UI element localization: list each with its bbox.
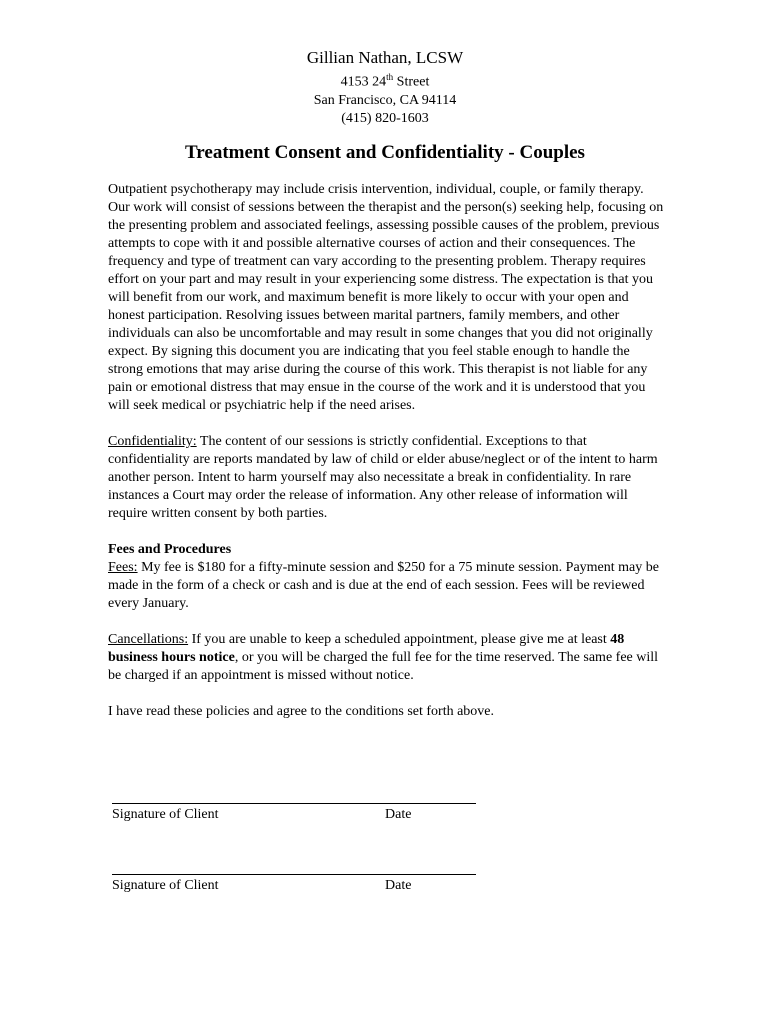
city-line: San Francisco, CA 94114 xyxy=(313,92,457,108)
phone-number: (415) 820-1603 xyxy=(341,110,429,126)
street-number: 4153 24 xyxy=(340,74,387,90)
signature-line[interactable] xyxy=(112,803,476,804)
cancellations-paragraph xyxy=(108,631,668,685)
cancellations-text-before: If you are unable to keep a scheduled appointment, please give me at least xyxy=(188,632,611,647)
confidentiality-label: Confidentiality: xyxy=(108,434,197,449)
street-address xyxy=(0,68,770,92)
signature-line[interactable] xyxy=(112,874,476,875)
cancellations-text-after: , or you will be charged the full fee for the time reserved. The same fee will be charged if an appointment is missed without notice. xyxy=(108,650,659,683)
signature-label: Signature of Client xyxy=(112,878,219,893)
fees-label: Fees: xyxy=(108,560,138,575)
street-name: Street xyxy=(393,74,430,90)
street-suffix: th xyxy=(386,72,394,82)
document-body xyxy=(108,181,668,739)
fees-text: My fee is $180 for a fifty-minute session and $250 for a 75 minute session. Payment may be made in the form of a check or cash and is due at the end of each session. Fees will be reviewed every January. xyxy=(108,560,659,611)
agreement-statement: I have read these policies and agree to the conditions set forth above. xyxy=(108,704,495,719)
confidentiality-text: The content of our sessions is strictly confidential. Exceptions to that confidentiality are reports mandated by law of child or elder abuse/neglect or of the intent to harm another person. Intent to harm yourself may also necessitate a break in confidentiality. In rare instances a Court may order the release of information. Any other release of information will require written consent by both parties. xyxy=(108,434,658,521)
cancellations-label: Cancellations: xyxy=(108,632,189,647)
signature-label: Signature of Client xyxy=(112,807,219,822)
cancellations-notice: 48 business hours notice xyxy=(108,632,625,665)
confidentiality-paragraph xyxy=(108,433,668,523)
document-title: Treatment Consent and Confidentiality - Couples xyxy=(185,142,585,163)
intro-paragraph: Outpatient psychotherapy may include crisis intervention, individual, couple, or family therapy. Our work will consist of sessions between the therapist and the person(s) seeking help, focusing on the presenting problem and associated feelings, assessing possible causes of the problem, previous attempts to cope with it and possible alternative courses of action and their consequences. The frequency and type of treatment can vary according to the presenting problem. Therapy requires effort on your part and may result in your experiencing some distress. The expectation is that you will benefit from our work, and maximum benefit is more likely to occur with your open and honest participation. Resolving issues between marital partners, family members, and other individuals can also be uncomfortable and may result in some changes that you did not originally expect. By signing this document you are indicating that you feel stable enough to handle the strong emotions that may arise during the course of this work. This therapist is not liable for any pain or emotional distress that may ensue in the course of the work and it is understood that you will seek medical or psychiatric help if the need arises. xyxy=(108,182,664,413)
fees-paragraph xyxy=(108,559,668,613)
date-label: Date xyxy=(385,878,412,893)
date-label: Date xyxy=(385,807,412,822)
letterhead xyxy=(0,48,770,128)
fees-heading: Fees and Procedures xyxy=(108,542,232,557)
therapist-name: Gillian Nathan, LCSW xyxy=(306,48,464,67)
